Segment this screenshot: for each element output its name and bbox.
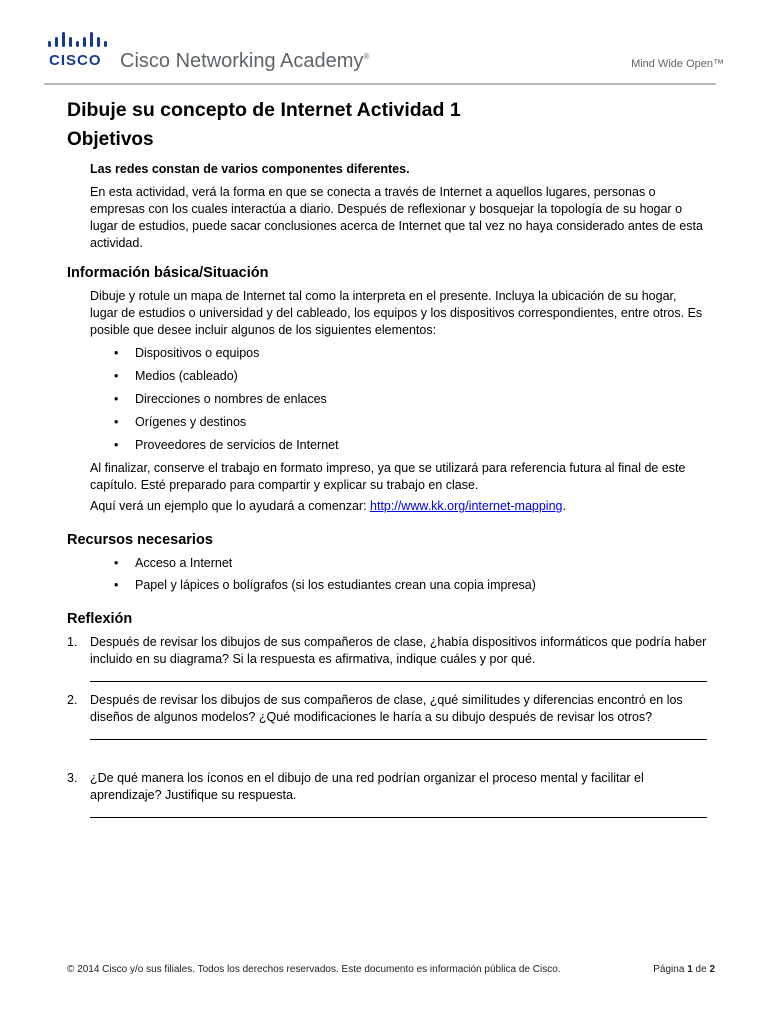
list-item: [90, 345, 707, 362]
bullet-icon: •: [114, 415, 119, 429]
registered-mark: ®: [363, 52, 370, 61]
objetivos-text: En esta actividad, verá la forma en que se conecta a través de Internet a aquellos lugares, personas o empresas con los cuales interactúa a diario. Después de reflexionar y bosquejar la topología de su hogar o lugar de estudios, puede sacar conclusiones acerca de Internet que tal vez no haya considerado antes de esta actividad.: [90, 185, 703, 250]
internet-mapping-link[interactable]: http://www.kk.org/internet-mapping: [370, 499, 563, 513]
cisco-wordmark: CISCO: [49, 52, 102, 69]
info-intro: Dibuje y rotule un mapa de Internet tal como la interpreta en el presente. Incluya la ubicación de su hogar, lugar de estudios o universidad y del cableado, los equipos y los dispositivos correspondientes, entre otros. Es posible que desee incluir algunos de los siguientes elementos:: [90, 289, 703, 337]
info-bullet-list: [90, 345, 707, 454]
question-text: ¿De qué manera los íconos en el dibujo de una red podrían organizar el proceso mental y facilitar el aprendizaje? Justifique su respuesta.: [90, 771, 644, 802]
bullet-icon: •: [114, 369, 119, 383]
document-title: Dibuje su concepto de Internet Actividad 1: [67, 99, 461, 121]
question-text: Después de revisar los dibujos de sus compañeros de clase, ¿qué similitudes y diferencias encontró en los diseños de algunos modelos? ¿Qué modificaciones le haría a su dibujo después de revisar los otros?: [90, 693, 683, 724]
list-item-text: Proveedores de servicios de Internet: [135, 438, 339, 452]
list-item: [90, 577, 707, 594]
question-text: Después de revisar los dibujos de sus compañeros de clase, ¿había dispositivos informáticos que podría haber incluido en su diagrama? Si la respuesta es afirmativa, indique cuáles y por qué.: [90, 635, 707, 666]
list-item: [90, 437, 707, 454]
tagline: Mind Wide Open™: [631, 58, 724, 70]
answer-line-3[interactable]: [90, 804, 707, 818]
info-heading: Información básica/Situación: [67, 265, 269, 281]
question-number: 1.: [67, 635, 78, 649]
recursos-bullet-list: [90, 555, 707, 594]
question-3: [67, 770, 707, 804]
bullet-icon: •: [114, 556, 119, 570]
brand-name: [120, 50, 369, 73]
bullet-icon: •: [114, 438, 119, 452]
list-item: [90, 368, 707, 385]
objetivos-heading: Objetivos: [67, 129, 154, 150]
document-body: [67, 97, 707, 828]
reflexion-heading: Reflexión: [67, 611, 133, 627]
bullet-icon: •: [114, 392, 119, 406]
page-label: Página: [653, 964, 685, 975]
example-suffix: .: [562, 499, 566, 513]
header-divider: [44, 83, 716, 85]
cisco-logo-icon: [48, 32, 112, 50]
page-total: 2: [709, 964, 715, 975]
page-number: [653, 964, 715, 975]
list-item-text: Medios (cableado): [135, 369, 238, 383]
answer-line-2[interactable]: [90, 726, 707, 740]
bullet-icon: •: [114, 578, 119, 592]
list-item: [90, 391, 707, 408]
copyright-notice: © 2014 Cisco y/o sus filiales. Todos los derechos reservados. Este documento es información pública de Cisco.: [67, 964, 561, 975]
page-of: de: [695, 964, 707, 975]
question-number: 2.: [67, 693, 78, 707]
page-footer: [67, 964, 715, 975]
brand-text: Cisco Networking Academy: [120, 50, 364, 72]
list-item-text: Direcciones o nombres de enlaces: [135, 392, 327, 406]
example-paragraph: [90, 498, 707, 515]
answer-line-1[interactable]: [90, 668, 707, 682]
info-closing: Al finalizar, conserve el trabajo en formato impreso, ya que se utilizará para referencia futura al final de este capítulo. Esté preparado para compartir y explicar su trabajo en clase.: [90, 461, 686, 492]
page-current: 1: [687, 964, 693, 975]
list-item: [90, 414, 707, 431]
bullet-icon: •: [114, 346, 119, 360]
list-item-text: Acceso a Internet: [135, 556, 233, 570]
list-item-text: Papel y lápices o bolígrafos (si los estudiantes crean una copia impresa): [135, 578, 536, 592]
list-item-text: Orígenes y destinos: [135, 415, 247, 429]
question-1: [67, 634, 707, 668]
recursos-heading: Recursos necesarios: [67, 532, 213, 548]
objetivos-lead: Las redes constan de varios componentes diferentes.: [90, 162, 410, 176]
page-header: [0, 0, 768, 90]
question-number: 3.: [67, 771, 78, 785]
question-2: [67, 692, 707, 726]
list-item-text: Dispositivos o equipos: [135, 346, 260, 360]
list-item: [90, 555, 707, 572]
example-prefix: Aquí verá un ejemplo que lo ayudará a comenzar:: [90, 499, 371, 513]
